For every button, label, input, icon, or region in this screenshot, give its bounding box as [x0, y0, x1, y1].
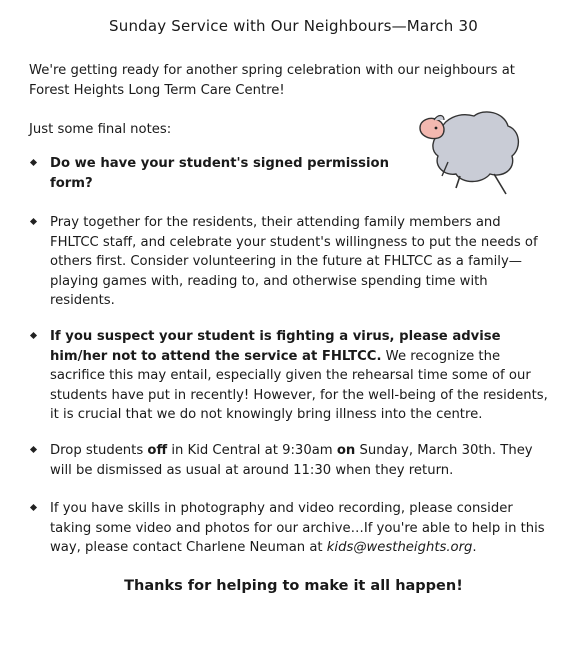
contact-email: kids@westheights.org: [326, 540, 473, 555]
notes-label: Just some final notes:: [29, 122, 172, 137]
bullet-icon: [30, 159, 37, 166]
dropoff-bold: on: [336, 443, 356, 458]
bullet-icon: [30, 446, 37, 453]
bullet-icon: [30, 332, 37, 339]
dropoff-note: [50, 441, 550, 480]
photography-text: If you have skills in photography and video recording, please consider taking some video and photos for our archive…If you're able to help in this way, please contact Charlene Neuman at: [50, 501, 545, 555]
dropoff-text: Drop students: [50, 443, 148, 458]
prayer-note: Pray together for the residents, their attending family members and FHLTCC staff, and celebrate your student's willingness to put the needs of others first. Consider volunteering in the future at FHLTCC as a family—playing games with, reading to, and otherwise spending time with residents.: [50, 215, 538, 308]
permission-form-note: Do we have your student's signed permission form?: [50, 156, 389, 191]
photography-text-end: .: [472, 540, 477, 555]
bullet-icon: [30, 504, 37, 511]
dropoff-text: Sunday, March 30th. They will be dismissed as usual at around 11:30 when they return.: [50, 443, 533, 478]
illness-details: We recognize the sacrifice this may entail, especially given the rehearsal time some of our students have put in recently! However, for the well-being of the residents, it is crucial that we do not knowingly bring illness into the centre.: [50, 348, 548, 422]
closing-message: Thanks for helping to make it all happen!: [124, 578, 463, 594]
page-title: Sunday Service with Our Neighbours—March 30: [109, 17, 478, 35]
illness-warning: If you suspect your student is fighting a virus, please advise him/her not to attend the service at FHLTCC.: [50, 329, 501, 364]
photography-note: [50, 499, 550, 558]
illness-note: [50, 327, 552, 425]
dropoff-text: in Kid Central at 9:30am: [167, 443, 337, 458]
sheep-icon: [412, 104, 524, 200]
dropoff-bold: off: [147, 443, 168, 458]
bullet-icon: [30, 218, 37, 225]
intro-paragraph: We're getting ready for another spring celebration with our neighbours at Forest Heights Long Term Care Centre!: [29, 63, 515, 98]
